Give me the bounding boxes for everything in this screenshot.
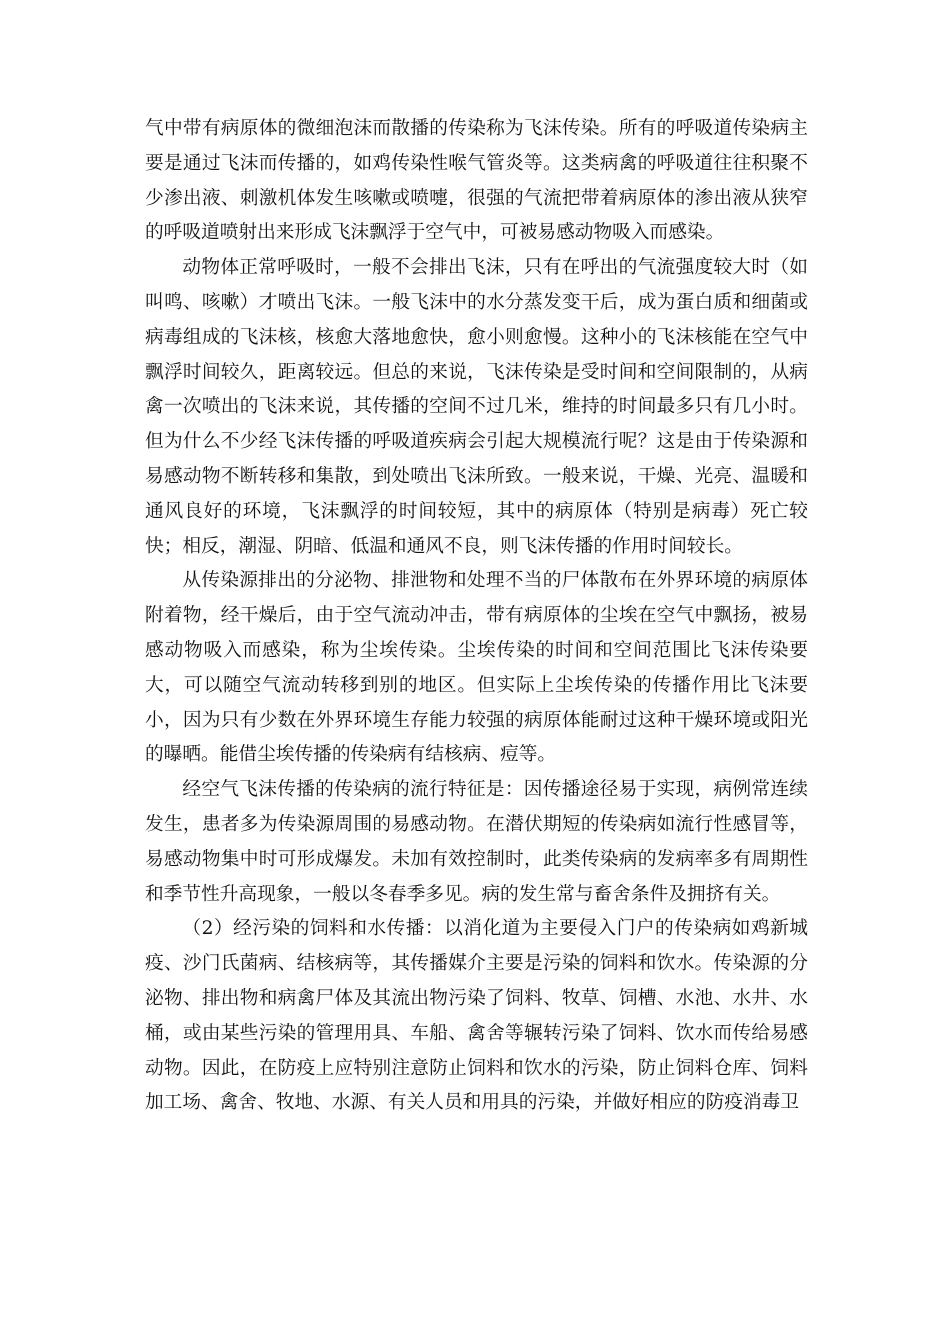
paragraph-5: （2）经污染的饲料和水传播：以消化道为主要侵入门户的传染病如鸡新城疫、沙门氏菌病、结核病等，其传播媒介主要是污染的饲料和饮水。传染源的分泌物、排出物和病禽尸体及其流出物污染了饲料、牧草、饲槽、水池、水井、水桶，或由某些污染的管理用具、车船、禽舍等辗转污染了饲料、饮水而传给易感动物。因此，在防疫上应特别注意防止饲料和饮水的污染，防止饲料仓库、饲料加工场、禽舍、牧地、水源、有关人员和用具的污染，并做好相应的防疫消毒卫 <box>145 918 808 1114</box>
paragraph-4: 经空气飞沫传播的传染病的流行特征是：因传播途径易于实现，病例常连续发生，患者多为传染源周围的易感动物。在潜伏期短的传染病如流行性感冒等，易感动物集中时可形成爆发。未加有效控制时，此类传染病的发病率多有周期性和季节性升高现象，一般以冬春季多见。病的发生常与畜舍条件及拥挤有关。 <box>145 779 808 905</box>
paragraph-3: 从传染源排出的分泌物、排泄物和处理不当的尸体散布在外界环境的病原体附着物，经干燥后，由于空气流动冲击，带有病原体的尘埃在空气中飘扬，被易感动物吸入而感染，称为尘埃传染。尘埃传染的时间和空间范围比飞沫传染要大，可以随空气流动转移到别的地区。但实际上尘埃传染的传播作用比飞沫要小，因为只有少数在外界环境生存能力较强的病原体能耐过这种干燥环境或阳光的曝晒。能借尘埃传播的传染病有结核病、痘等。 <box>145 570 808 766</box>
paragraph-2: 动物体正常呼吸时，一般不会排出飞沫，只有在呼出的气流强度较大时（如叫鸣、咳嗽）才喷出飞沫。一般飞沫中的水分蒸发变干后，成为蛋白质和细菌或病毒组成的飞沫核，核愈大落地愈快，愈小则愈慢。这种小的飞沫核能在空气中飘浮时间较久，距离较远。但总的来说，飞沫传染是受时间和空间限制的，从病禽一次喷出的飞沫来说，其传播的空间不过几米，维持的时间最多只有几小时。但为什么不少经飞沫传播的呼吸道疾病会引起大规模流行呢？这是由于传染源和易感动物不断转移和集散，到处喷出飞沫所致。一般来说，干燥、光亮、温暖和通风良好的环境，飞沫飘浮的时间较短，其中的病原体（特别是病毒）死亡较快；相反，潮湿、阴暗、低温和通风不良，则飞沫传播的作用时间较长。 <box>145 257 808 557</box>
document-page <box>145 112 808 1121</box>
paragraph-1: 气中带有病原体的微细泡沫而散播的传染称为飞沫传染。所有的呼吸道传染病主要是通过飞沫而传播的，如鸡传染性喉气管炎等。这类病禽的呼吸道往往积聚不少渗出液、刺激机体发生咳嗽或喷嚏，很强的气流把带着病原体的渗出液从狭窄的呼吸道喷射出来形成飞沫飘浮于空气中，可被易感动物吸入而感染。 <box>145 118 808 244</box>
